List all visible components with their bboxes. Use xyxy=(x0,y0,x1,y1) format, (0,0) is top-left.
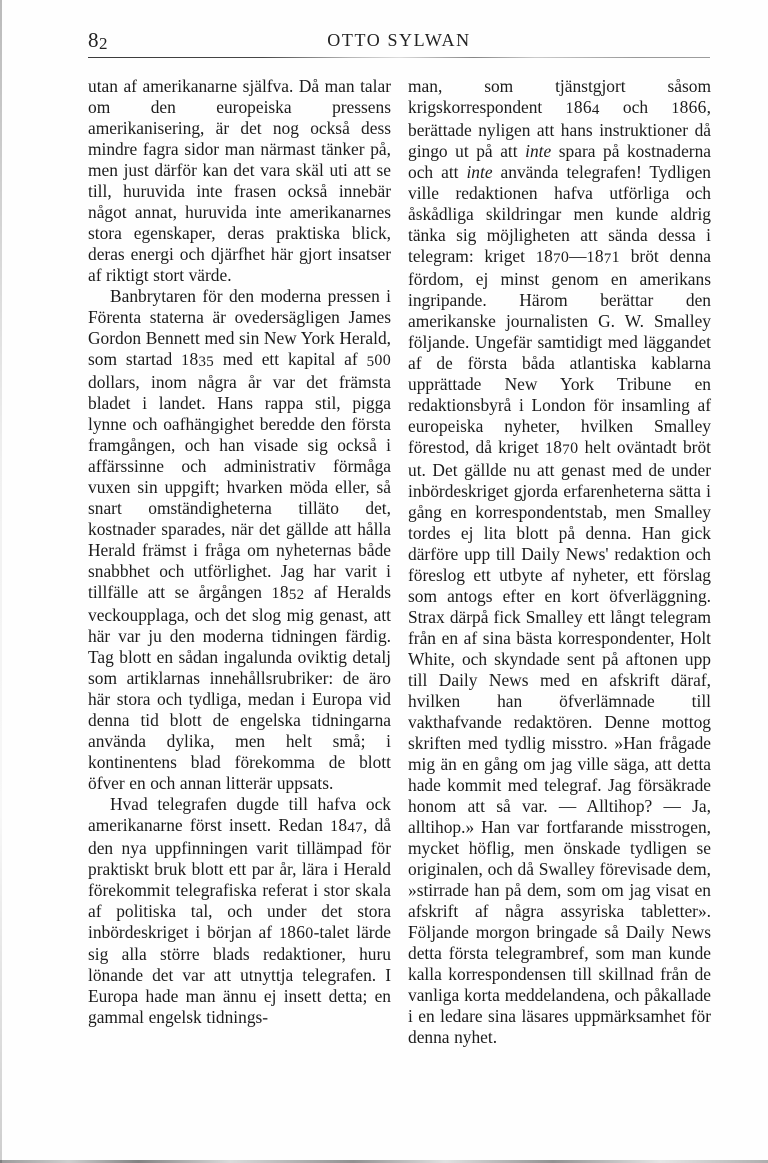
header-rule xyxy=(88,57,710,58)
paragraph: Banbrytaren för den moderna pressen i Förenta staterna är ovedersägligen James Gordon Bennett med sin New York Herald, som startad 1835 med ett kapital af 500 dollars, inom några år var det främsta bladet i landet. Hans rappa stil, pigga lynne och oafhängighet beredde den första framgången, och han visade sig också i affärssinne och administrativ förmåga vuxen sin uppgift; hvarken möda eller, så snart omständigheterna tilläto det, kostnader sparades, när det gällde att hålla Herald främst i fråga om nyheternas både snabbhet och utförlighet. Jag har varit i tillfälle att se årgången 1852 af Heralds veckoupplaga, och det slog mig genast, att här var ju den moderna tidningen färdig. Tag blott en sådan ingalunda oviktig detalj som artiklarnas innehållsrubriker: de äro här stora och tydliga, medan i Europa vid denna tid blott de engelska tidningarna använda dylika, men helt små; i kontinentens blad förekomma de blott öfver en och annan litterär uppsats. xyxy=(88,286,391,793)
paragraph: man, som tjänstgjort såsom krigskorrespondent 1864 och 1866, berättade nyligen att hans instruktioner då gingo ut på att inte spara på kostnaderna och att inte använda telegrafen! Tydligen ville redaktionen hafva utförliga och åskådliga skildringar men kunde aldrig tänka sig möjligheten att sända dessa i telegram: kriget 1870—1871 bröt denna fördom, ej minst genom en amerikans ingripande. Härom berättar den amerikanske journalisten G. W. Smalley följande. Ungefär samtidigt med läggandet af de första båda atlantiska kablarna upprättade New York Tribune en redaktionsbyrå i London för insamling af europeiska nyheter, hvilken Smalley förestod, då kriget 1870 helt oväntadt bröt ut. Det gällde nu att genast med de under inbördeskriget gjorda erfarenheterna sätta i gång en korrespondentstab, men Smalley tordes ej lita blott på denna. Han gick därföre upp till Daily News' redaktion och föreslog ett utbyte af nyheter, ett förslag som antogs efter en kort öfverläggning. Strax därpå fick Smalley ett långt telegram från en af sina bästa korrespondenter, Holt White, och skyndade sent på aftonen upp till Daily News med en afskrift däraf, hvilken han öfverlämnade till vakthafvande redaktören. Denne mottog skriften med tydlig misstro. »Han frågade mig än en gång om jag ville säga, att detta hade kommit med telegraf. Jag försäkrade honom att så var. — Alltihop? — Ja, alltihop.» Han var fortfarande misstrogen, mycket höflig, men önskade tydligen se originalen, och då Swalley förevisade dem, »stirrade han på dem, som om jag visat en afskrift af några assyriska tabletter». Följande morgon bringade så Daily News detta första telegrambref, som man kunde kalla korrespondensen till skillnad från de vanliga korta meddelandena, och påkallade i en ledare sina läsares uppmärksamhet för denna nyhet. xyxy=(408,76,711,1047)
paragraph: utan af amerikanarne själfva. Då man talar om den europeiska pressens amerikanisering, är det nog också dess mindre fagra sidor man närmast tänker på, men just därför kan det vara skäl uti att se till, huruvida inte frasen också innebär något annat, huruvida inte amerikanarnes stora egenskaper, deras praktiska blick, deras energi och djärfhet här gjort insatser af riktigt stort värde. xyxy=(88,76,391,285)
emphasis-inte: inte xyxy=(525,141,552,161)
paragraph: Hvad telegrafen dugde till hafva ock amerikanarne först insett. Redan 1847, då den nya uppfinningen varit tillämpad för praktiskt bruk blott ett par år, lära i Herald förekommit telegrafiska referat i stor skala af politiska tal, och under det stora inbördeskriget i början af 1860-talet lärde sig alla större blads redaktioner, huru lönande det var att utnyttja telegrafen. I Europa hade man ännu ej insett detta; en gammal engelsk tidnings- xyxy=(88,794,391,1027)
column-right xyxy=(408,76,711,1048)
page-number-digit-1: 8 xyxy=(88,28,99,52)
scan-edge-left xyxy=(0,0,2,1163)
emphasis-inte: inte xyxy=(466,162,493,182)
page-number-digit-2: 2 xyxy=(99,34,108,53)
running-head xyxy=(88,28,710,54)
running-head-title: OTTO SYLWAN xyxy=(327,30,471,50)
body-columns xyxy=(88,76,712,1048)
column-left xyxy=(88,76,391,1048)
